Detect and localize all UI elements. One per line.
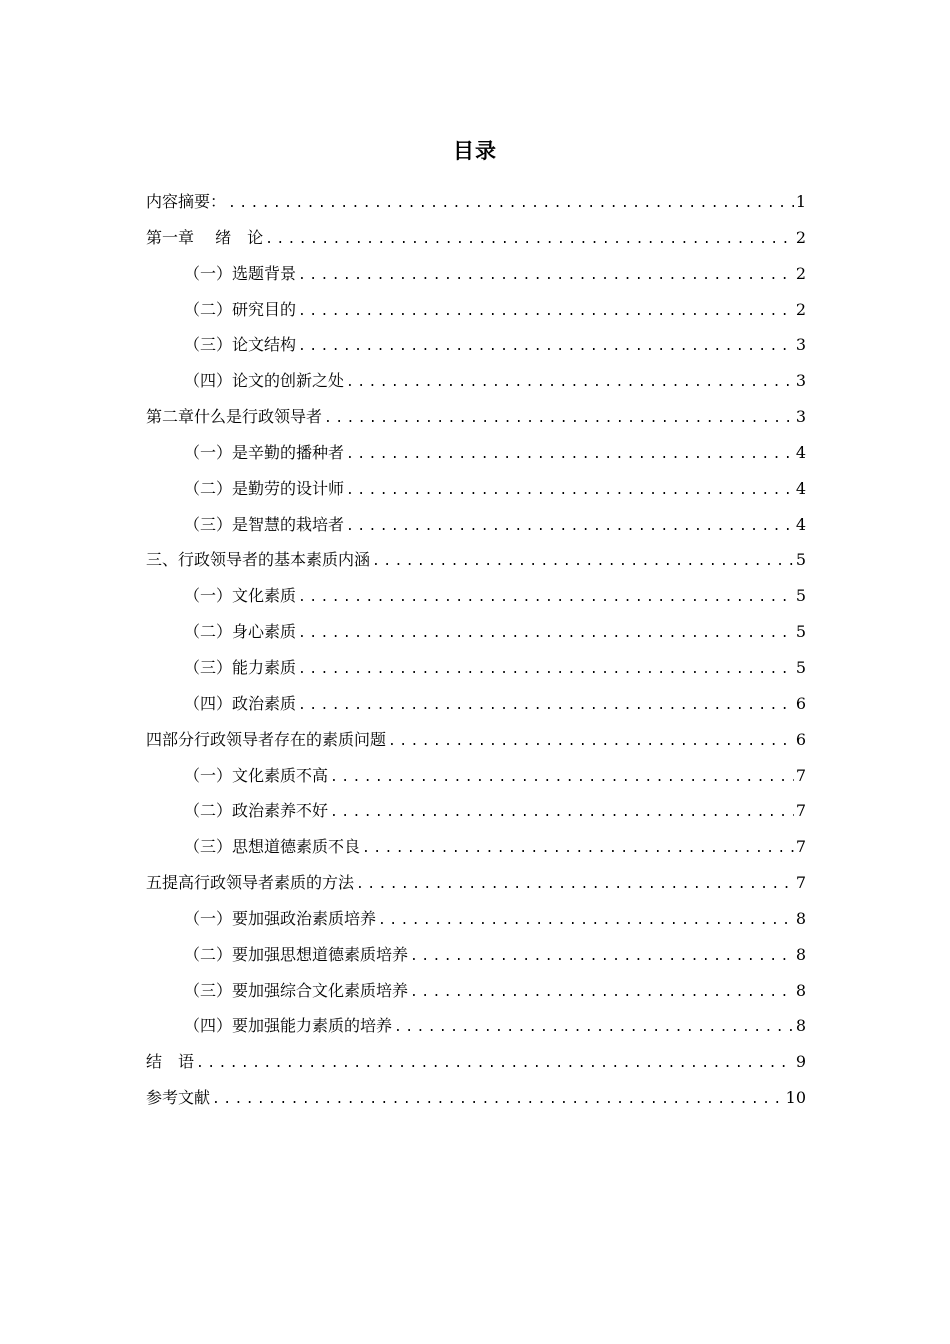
toc-entry-page-number: 8: [795, 980, 806, 1000]
toc-dot-leader: [408, 939, 794, 973]
toc-dot-leader: [392, 1010, 794, 1044]
toc-dot-leader: [296, 329, 794, 363]
toc-entry-label: （三）思想道德素质不良: [184, 837, 361, 857]
toc-entry-page-number: 3: [795, 335, 806, 355]
toc-entry-page-number: 6: [795, 693, 806, 713]
toc-entry-label: 四部分行政领导者存在的素质问题: [146, 729, 387, 749]
toc-dot-leader: [210, 1082, 784, 1116]
toc-entry[interactable]: [146, 686, 806, 722]
toc-entry-label: 内容摘要：: [146, 192, 227, 211]
toc-entry[interactable]: [146, 937, 806, 973]
toc-dot-leader: [328, 795, 794, 829]
toc-entry[interactable]: [146, 256, 806, 292]
toc-entry[interactable]: [146, 292, 806, 328]
toc-entry-page-number: 7: [795, 801, 806, 821]
toc-entry-label: （四）政治素质: [184, 693, 297, 713]
toc-entry-label: 三、行政领导者的基本素质内涵: [146, 550, 371, 570]
toc-entry-page-number: 6: [795, 729, 806, 749]
toc-list: [146, 184, 806, 1116]
toc-entry-page-number: 2: [795, 299, 806, 319]
toc-dot-leader: [344, 473, 794, 507]
toc-entry[interactable]: [146, 793, 806, 829]
toc-entry-label: 五提高行政领导者素质的方法: [146, 873, 355, 893]
toc-title: 目录: [453, 139, 497, 163]
toc-entry[interactable]: [146, 614, 806, 650]
toc-entry[interactable]: [146, 865, 806, 901]
toc-entry-page-number: 8: [795, 1016, 806, 1036]
toc-entry-page-number: 3: [795, 407, 806, 427]
toc-dot-leader: [328, 760, 794, 794]
toc-entry-label: 参考文献: [146, 1088, 211, 1108]
toc-entry-page-number: 9: [795, 1052, 806, 1072]
toc-entry[interactable]: [146, 327, 806, 363]
toc-entry-page-number: 5: [795, 622, 806, 642]
toc-entry-page-number: 3: [795, 371, 806, 391]
toc-entry[interactable]: [146, 829, 806, 865]
toc-entry-label: 第一章 绪 论: [146, 227, 264, 247]
toc-dot-leader: [296, 616, 794, 650]
toc-dot-leader: [296, 294, 794, 328]
toc-dot-leader: [344, 365, 794, 399]
toc-entry[interactable]: [146, 399, 806, 435]
toc-entry-page-number: 5: [795, 550, 806, 570]
toc-entry-page-number: 10: [785, 1088, 806, 1108]
toc-entry-label: （三）是智慧的栽培者: [184, 514, 345, 534]
toc-entry[interactable]: [146, 578, 806, 614]
toc-dot-leader: [370, 544, 794, 578]
toc-entry-page-number: 4: [795, 514, 806, 534]
toc-dot-leader: [322, 401, 794, 435]
toc-dot-leader: [376, 903, 794, 937]
toc-entry-label: （一）是辛勤的播种者: [184, 442, 345, 462]
toc-entry[interactable]: [146, 435, 806, 471]
toc-dot-leader: [194, 1046, 794, 1080]
toc-entry-page-number: 5: [795, 586, 806, 606]
toc-entry-label: （一）文化素质不高: [184, 765, 329, 785]
toc-dot-leader: [386, 724, 794, 758]
toc-entry-label: （一）文化素质: [184, 586, 297, 606]
toc-entry[interactable]: [146, 722, 806, 758]
toc-dot-leader: [296, 258, 794, 292]
toc-entry-label: （一）选题背景: [184, 263, 297, 283]
toc-entry-page-number: 7: [795, 765, 806, 785]
toc-entry-label: （四）论文的创新之处: [184, 371, 345, 391]
toc-dot-leader: [344, 437, 794, 471]
toc-entry-label: （四）要加强能力素质的培养: [184, 1016, 393, 1036]
toc-dot-leader: [263, 222, 794, 256]
toc-entry[interactable]: [146, 1080, 806, 1116]
toc-entry-page-number: 5: [795, 657, 806, 677]
toc-entry-label: （二）是勤劳的设计师: [184, 478, 345, 498]
toc-entry-page-number: 2: [795, 227, 806, 247]
toc-entry-page-number: 8: [795, 908, 806, 928]
toc-entry-label: （一）要加强政治素质培养: [184, 908, 377, 928]
toc-dot-leader: [344, 509, 794, 543]
toc-dot-leader: [360, 831, 794, 865]
toc-entry-page-number: 2: [795, 263, 806, 283]
toc-entry[interactable]: [146, 184, 806, 220]
toc-entry[interactable]: [146, 758, 806, 794]
toc-entry[interactable]: [146, 471, 806, 507]
toc-entry-page-number: 8: [795, 944, 806, 964]
toc-entry-label: （三）要加强综合文化素质培养: [184, 980, 409, 1000]
toc-dot-leader: [296, 580, 794, 614]
toc-entry-label: （三）能力素质: [184, 657, 297, 677]
toc-dot-leader: [226, 186, 794, 220]
toc-dot-leader: [296, 652, 794, 686]
toc-dot-leader: [408, 975, 794, 1009]
toc-entry-page-number: 4: [795, 442, 806, 462]
toc-entry-label: （二）政治素养不好: [184, 801, 329, 821]
toc-dot-leader: [354, 867, 794, 901]
toc-entry-label: 结 语: [146, 1052, 195, 1072]
toc-entry-label: （二）研究目的: [184, 299, 297, 319]
toc-entry[interactable]: [146, 650, 806, 686]
toc-entry[interactable]: [146, 1008, 806, 1044]
toc-entry-page-number: 4: [795, 478, 806, 498]
toc-entry[interactable]: [146, 507, 806, 543]
toc-entry[interactable]: [146, 973, 806, 1009]
toc-entry-page-number: 1: [795, 192, 806, 211]
toc-entry-label: （二）要加强思想道德素质培养: [184, 944, 409, 964]
toc-entry-label: 第二章什么是行政领导者: [146, 407, 323, 427]
toc-entry-label: （三）论文结构: [184, 335, 297, 355]
toc-entry-label: （二）身心素质: [184, 622, 297, 642]
toc-entry-page-number: 7: [795, 837, 806, 857]
toc-dot-leader: [296, 688, 794, 722]
toc-entry[interactable]: [146, 542, 806, 578]
toc-entry-page-number: 7: [795, 873, 806, 893]
toc-entry[interactable]: [146, 363, 806, 399]
toc-entry[interactable]: [146, 220, 806, 256]
toc-entry[interactable]: [146, 901, 806, 937]
toc-entry[interactable]: [146, 1044, 806, 1080]
